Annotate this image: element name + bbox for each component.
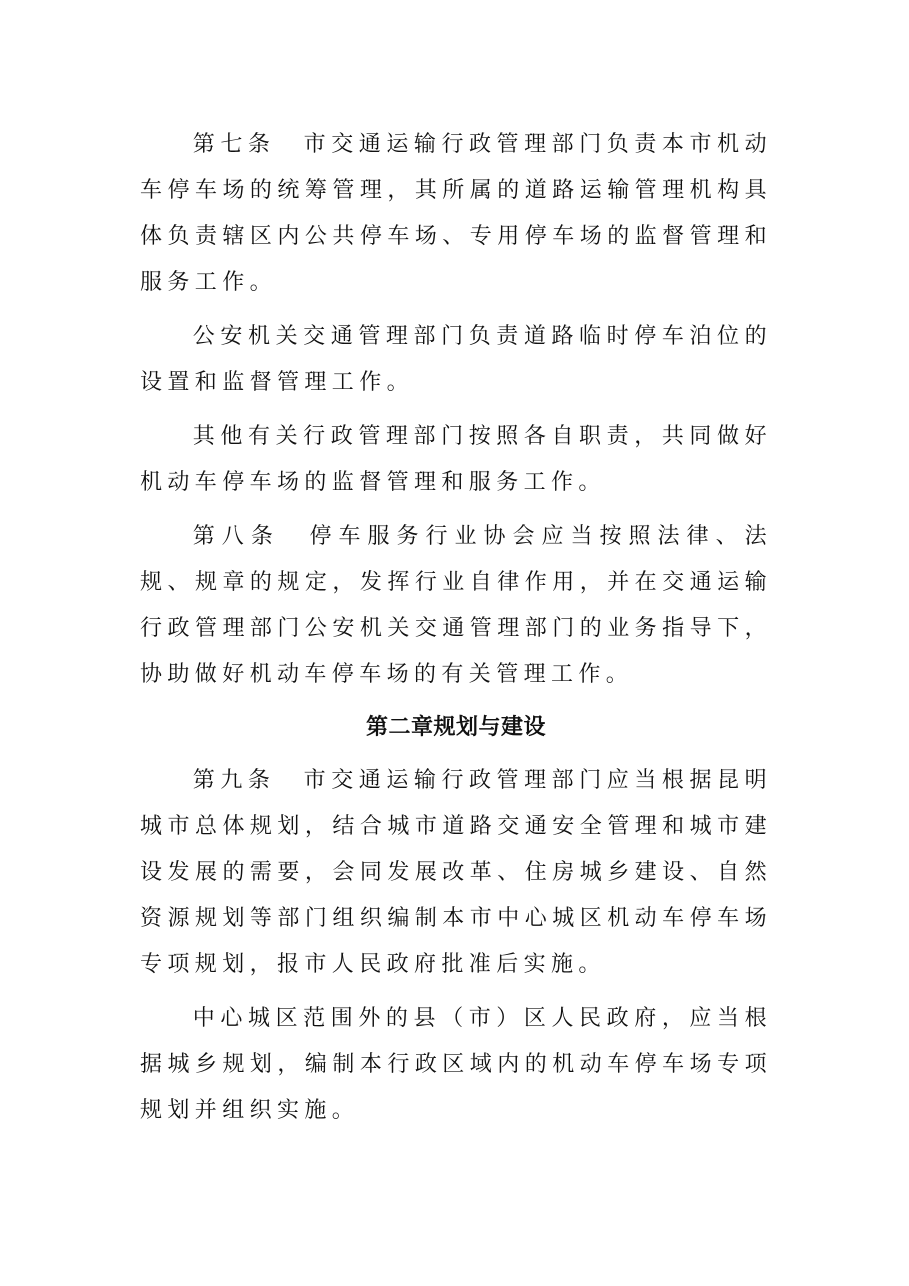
chapter-heading: 第二章规划与建设 xyxy=(365,715,546,740)
article-7-label: 第七条 xyxy=(192,132,276,157)
article-9-text: 市交通运输行政管理部门应当根据昆明城市总体规划，结合城市道路交通安全管理和城市建设发展的需要，会同发展改革、住房城乡建设、自然资源规划等部门组织编制本市中心城区机动车停车场专项规划，报市人民政府批准后实施。 xyxy=(140,768,772,977)
article-9-paragraph xyxy=(140,758,772,988)
article-8-label: 第八条 xyxy=(192,524,280,549)
article-8-text: 停车服务行业协会应当按照法律、法规、规章的规定，发挥行业自律作用，并在交通运输行政管理部门公安机关交通管理部门的业务指导下，协助做好机动车停车场的有关管理工作。 xyxy=(140,524,772,687)
article-8-paragraph xyxy=(140,514,772,698)
article-7-paragraph xyxy=(140,122,772,306)
paragraph-county-planning: 中心城区范围外的县（市）区人民政府，应当根据城乡规划，编制本行政区域内的机动车停车场专项规划并组织实施。 xyxy=(140,1006,772,1123)
paragraph-other-departments: 其他有关行政管理部门按照各自职责，共同做好机动车停车场的监督管理和服务工作。 xyxy=(140,424,772,495)
article-7-text: 市交通运输行政管理部门负责本市机动车停车场的统筹管理，其所属的道路运输管理机构具体负责辖区内公共停车场、专用停车场的监督管理和服务工作。 xyxy=(140,132,772,295)
paragraph-police-traffic: 公安机关交通管理部门负责道路临时停车泊位的设置和监督管理工作。 xyxy=(140,324,772,395)
article-9-label: 第九条 xyxy=(192,768,276,793)
document-body xyxy=(140,122,772,1134)
